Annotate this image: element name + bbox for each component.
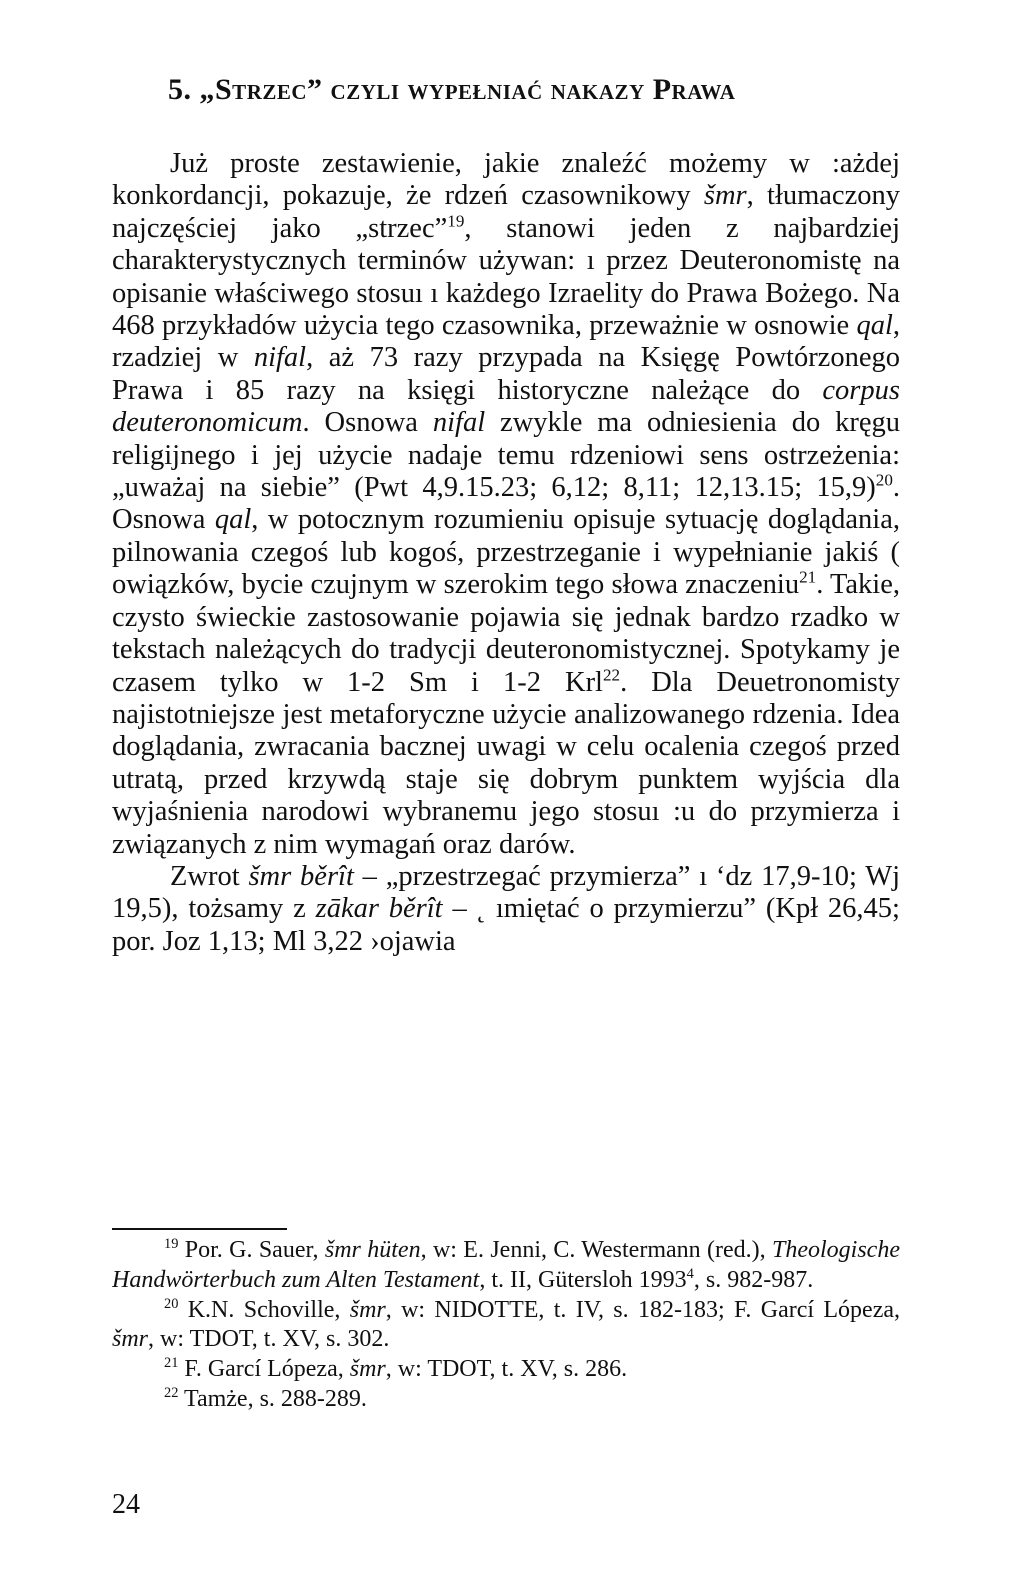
text-run: – ˛ ımiętać o przymierzu” (Kpł 26,45; por. Joz 1,13; Ml 3,22 ›ojawia bbox=[112, 893, 900, 957]
italic-term: šmr běrît bbox=[248, 860, 354, 892]
text-run: – „przestrzegać przymierza” ı ‘dz 17,9-10; Wj 19,5), tożsamy z bbox=[112, 860, 900, 925]
text-run: , stanowi jeden z najbardziej charakterystycznych terminów używan: ı przez Deuteronomistę na opisanie właściwego stosuı ı każdego Izraelity do Prawa Bożego. Na 468 przykładów użycia tego czasownika, przeważnie w osnowie bbox=[112, 212, 900, 342]
text-run: , w: NIDOTTE, t. IV, s. 182-183; F. Garcí Lópeza, bbox=[385, 1296, 900, 1323]
text-run: , w: TDOT, t. XV, s. 286. bbox=[385, 1356, 628, 1383]
italic-term: nifal bbox=[432, 407, 486, 439]
footnote-separator bbox=[112, 1228, 287, 1230]
main-text bbox=[112, 148, 900, 1168]
paragraph-1 bbox=[112, 148, 900, 861]
italic-term: qal bbox=[214, 504, 252, 536]
footnote-marker: 19 bbox=[164, 1236, 179, 1252]
text-run: F. Garcí Lópeza, bbox=[178, 1356, 350, 1383]
text-run: , w: E. Jenni, C. Westermann (red.), bbox=[420, 1237, 772, 1263]
text-run: . Takie, czysto świeckie zastosowanie pojawia się jednak bardzo rzadko w tekstach należących do tradycji deuteronomistycznej. Spotykamy je czasem tylko w 1-2 Sm i 1-2 Krl bbox=[112, 569, 900, 698]
italic-term: šmr hüten bbox=[324, 1237, 421, 1263]
footnote-19 bbox=[112, 1236, 900, 1296]
footnote-marker: 22 bbox=[164, 1384, 179, 1401]
italic-term: šmr bbox=[703, 180, 747, 212]
text-run: Już proste zestawienie, jakie znaleźć możemy w :ażdej konkordancji, pokazuje, że rdzeń czasownikowy bbox=[112, 148, 900, 212]
footnote-22 bbox=[112, 1385, 900, 1415]
italic-term: šmr bbox=[349, 1356, 386, 1383]
italic-term: šmr bbox=[349, 1296, 386, 1323]
footnote-20 bbox=[112, 1296, 900, 1356]
section-heading: 5. „Strzec” czyli wypełniać nakazy Prawa bbox=[168, 73, 736, 106]
footnote-marker: 21 bbox=[799, 567, 817, 587]
footnote-marker: 21 bbox=[164, 1355, 179, 1372]
text-run: . Osnowa bbox=[112, 472, 900, 536]
paragraph-2 bbox=[112, 861, 900, 958]
text-run: , tłumaczony najczęściej jako „strzec” bbox=[112, 180, 900, 244]
text-run: Zwrot bbox=[170, 860, 249, 892]
italic-term: corpus deuteronomicum bbox=[112, 374, 900, 439]
text-run: . Dla Deuetronomisty najistotniejsze jest metaforyczne użycie analizowanego rdzenia. Idea doglądania, zwracania bacznej uwagi w celu ocalenia czegoś przed utratą, przed krzywdą staje się dobrym punktem wyjścia dla wyjaśnienia narodowi wybranemu jego stosuı :u do przymierza i związanych z nim wymagań oraz darów. bbox=[112, 666, 900, 860]
text-run: Tamże, s. 288-289. bbox=[178, 1385, 367, 1412]
italic-term: nifal bbox=[253, 342, 307, 374]
text-run: , t. II, Gütersloh 1993 bbox=[479, 1266, 687, 1293]
page-number: 24 bbox=[112, 1489, 140, 1520]
text-run: , s. 982-987. bbox=[693, 1266, 814, 1293]
text-run: , rzadziej w bbox=[112, 310, 900, 374]
italic-term: qal bbox=[856, 310, 893, 342]
text-run: , w potocznym rozumieniu opisuje sytuację doglądania, pilnowania czegoś lub kogoś, przestrzeganie i wypełnianie jakiś ( owiązków, bycie czujnym w szerokim tego słowa znaczeniu bbox=[112, 504, 900, 601]
text-run: , aż 73 razy przypada na Księgę Powtórzonego Prawa i 85 razy na księgi historyczne należące do bbox=[112, 342, 900, 406]
footnotes bbox=[112, 1236, 900, 1466]
italic-term: zākar běrît bbox=[315, 893, 443, 925]
text-run: zwykle ma odniesienia do kręgu religijnego i jej użycie nadaje temu rdzeniowi sens ostrzeżenia: „uważaj na siebie” (Pwt 4,9.15.23; 6,12; 8,11; 12,13.15; 15,9) bbox=[112, 407, 900, 504]
footnote-21 bbox=[112, 1355, 900, 1385]
footnote-marker: 19 bbox=[447, 211, 465, 231]
footnote-marker: 4 bbox=[686, 1265, 694, 1282]
footnote-marker: 22 bbox=[602, 665, 621, 684]
text-run: K.N. Schoville, bbox=[178, 1296, 350, 1323]
footnote-marker: 20 bbox=[875, 470, 893, 490]
italic-term: šmr bbox=[112, 1326, 149, 1353]
text-run: , w: TDOT, t. XV, s. 302. bbox=[148, 1326, 390, 1353]
footnote-marker: 20 bbox=[164, 1295, 179, 1312]
text-run: . Osnowa bbox=[302, 407, 433, 439]
italic-term: Theologische Handwörterbuch zum Alten Testament bbox=[112, 1237, 900, 1293]
text-run: Por. G. Sauer, bbox=[178, 1237, 325, 1263]
